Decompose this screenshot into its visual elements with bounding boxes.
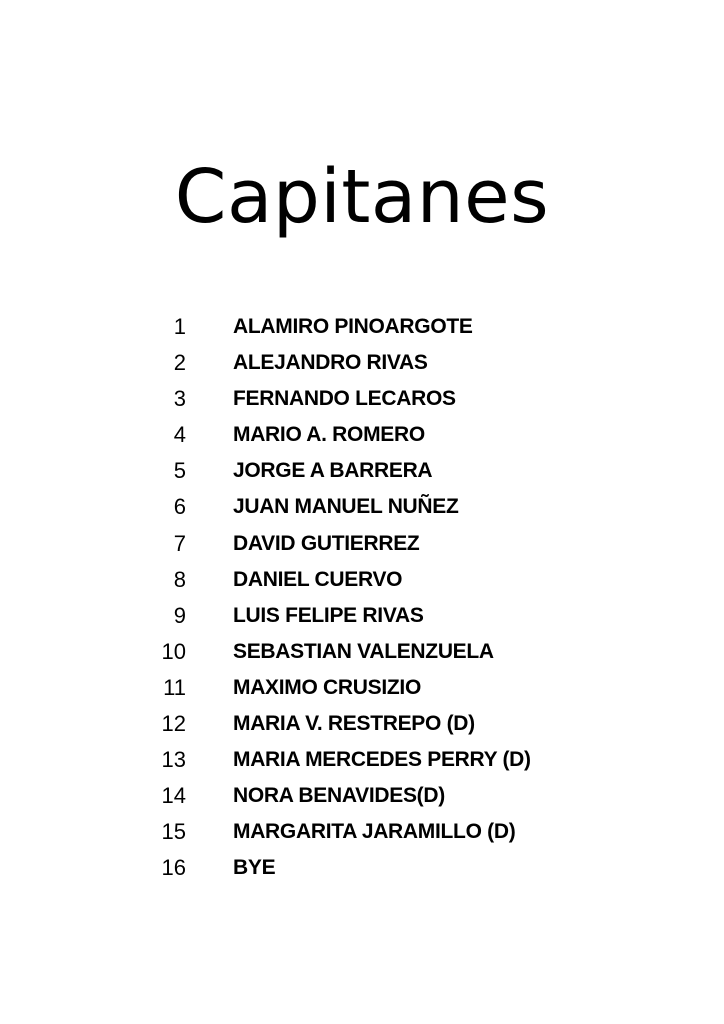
entry-number: 10 bbox=[161, 638, 186, 664]
list-item bbox=[0, 634, 724, 670]
entry-name: JUAN MANUEL NUÑEZ bbox=[233, 495, 459, 519]
list-item bbox=[0, 778, 724, 814]
list-item bbox=[0, 598, 724, 634]
entry-name: ALAMIRO PINOARGOTE bbox=[233, 315, 473, 338]
entry-name: ALEJANDRO RIVAS bbox=[233, 351, 428, 375]
entry-name: DAVID GUTIERREZ bbox=[233, 531, 420, 555]
entry-name: MARIA MERCEDES PERRY (D) bbox=[233, 748, 531, 772]
entry-number: 7 bbox=[173, 530, 186, 556]
entry-number: 13 bbox=[161, 747, 186, 773]
entry-number: 14 bbox=[161, 783, 186, 809]
entry-number: 1 bbox=[173, 314, 186, 339]
entry-number: 11 bbox=[163, 674, 186, 700]
captains-list bbox=[0, 309, 724, 887]
entry-number: 15 bbox=[161, 819, 186, 845]
list-item bbox=[0, 742, 724, 778]
entry-name: DANIEL CUERVO bbox=[233, 567, 403, 591]
entry-name: LUIS FELIPE RIVAS bbox=[233, 603, 424, 627]
entry-name: MAXIMO CRUSIZIO bbox=[233, 675, 421, 699]
list-item bbox=[0, 670, 724, 706]
list-item bbox=[0, 562, 724, 598]
list-item bbox=[0, 381, 724, 417]
entry-number: 16 bbox=[161, 855, 186, 881]
list-item bbox=[0, 345, 724, 381]
entry-name: MARGARITA JARAMILLO (D) bbox=[233, 820, 516, 844]
entry-name: SEBASTIAN VALENZUELA bbox=[233, 639, 494, 663]
list-item bbox=[0, 526, 724, 562]
entry-number: 8 bbox=[173, 566, 186, 592]
list-item bbox=[0, 489, 724, 525]
entry-name: MARIA V. RESTREPO (D) bbox=[233, 712, 475, 736]
entry-number: 9 bbox=[173, 602, 186, 628]
entry-number: 4 bbox=[173, 422, 186, 448]
list-item bbox=[0, 417, 724, 453]
entry-number: 5 bbox=[173, 458, 186, 484]
entry-number: 3 bbox=[173, 386, 186, 412]
entry-number: 6 bbox=[173, 494, 186, 520]
entry-name: FERNANDO LECAROS bbox=[233, 387, 456, 411]
entry-name: NORA BENAVIDES(D) bbox=[233, 784, 445, 808]
entry-name: MARIO A. ROMERO bbox=[233, 423, 425, 447]
list-item bbox=[0, 706, 724, 742]
entry-number: 2 bbox=[173, 350, 186, 376]
entry-number: 12 bbox=[161, 711, 186, 737]
list-item bbox=[0, 453, 724, 489]
list-item bbox=[0, 309, 724, 345]
entry-name: JORGE A BARRERA bbox=[233, 459, 433, 483]
list-item bbox=[0, 850, 724, 886]
list-item bbox=[0, 814, 724, 850]
entry-name: BYE bbox=[233, 856, 276, 880]
page-title: Capitanes bbox=[174, 154, 550, 240]
